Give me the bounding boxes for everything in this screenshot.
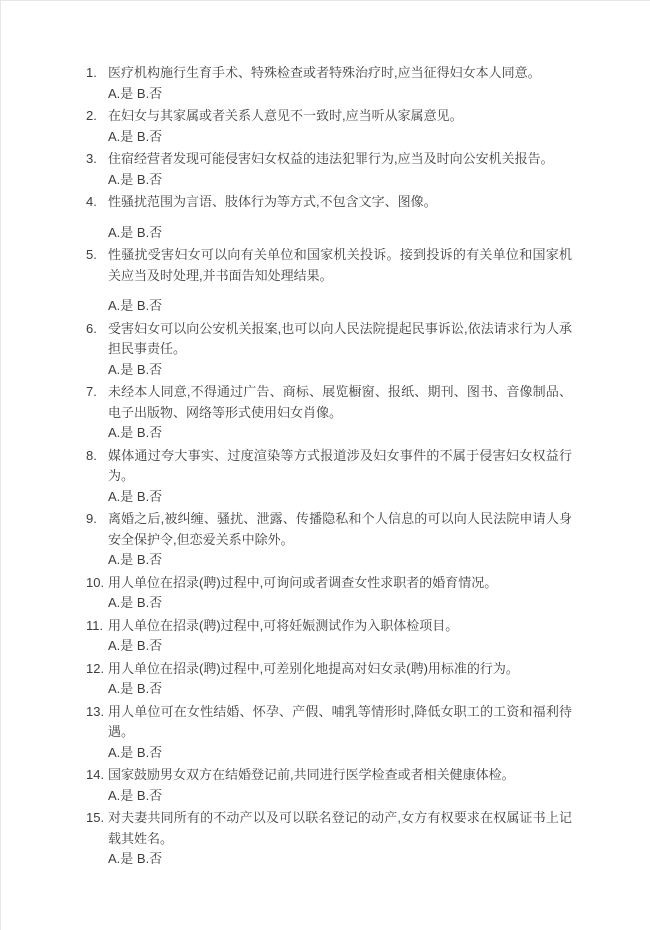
question-options: A.是 B.否: [108, 595, 163, 610]
question-number: 4.: [86, 194, 97, 209]
question-number: 1.: [86, 65, 97, 80]
question-item: [86, 106, 572, 147]
question-item: [86, 382, 572, 444]
question-number: 5.: [86, 247, 97, 262]
question-text: 医疗机构施行生育手术、特殊检查或者特殊治疗时,应当征得妇女本人同意。: [108, 65, 541, 80]
question-body: [108, 573, 572, 614]
question-options: A.是 B.否: [108, 787, 163, 803]
question-list: [86, 63, 572, 870]
question-number: 12.: [86, 660, 105, 676]
question-text: 住宿经营者发现可能侵害妇女权益的违法犯罪行为,应当及时向公安机关报告。: [108, 151, 554, 166]
question-text: 受害妇女可以向公安机关报案,也可以向人民法院提起民事诉讼,依法请求行为人承担民事责任。: [108, 320, 572, 356]
question-text: 性骚扰范围为言语、肢体行为等方式,不包含文字、图像。: [108, 194, 437, 209]
question-number: 2.: [86, 108, 97, 123]
question-options: A.是 B.否: [108, 361, 163, 377]
question-text: 未经本人同意,不得通过广告、商标、展览橱窗、报纸、期刊、图书、音像制品、电子出版物、网络等形式使用妇女肖像。: [108, 384, 572, 420]
question-text: 用人单位在招录(聘)过程中,可询问或者调查女性求职者的婚育情况。: [108, 574, 498, 590]
question-item: [86, 245, 572, 317]
question-text: 国家鼓励男女双方在结婚登记前,共同进行医学检查或者相关健康体检。: [108, 767, 515, 782]
question-options: A.是 B.否: [108, 488, 163, 504]
question-item: [86, 765, 572, 806]
question-options: A.是 B.否: [108, 224, 163, 240]
question-text: 离婚之后,被纠缠、骚扰、泄露、传播隐私和个人信息的可以向人民法院申请人身安全保护令,但恋爱关系中除外。: [108, 511, 572, 547]
question-options: A.是 B.否: [108, 638, 163, 653]
question-number: 13.: [86, 703, 105, 719]
question-text: 用人单位在招录(聘)过程中,可差别化地提高对妇女录(聘)用标准的行为。: [108, 660, 519, 676]
question-body: [108, 149, 572, 190]
question-options: A.是 B.否: [108, 425, 163, 440]
question-body: [108, 446, 572, 508]
question-body: [108, 702, 572, 764]
question-body: [108, 382, 572, 444]
question-body: [108, 616, 572, 657]
question-item: [86, 319, 572, 381]
question-item: [86, 509, 572, 571]
question-options: A.是 B.否: [108, 128, 163, 144]
question-number: 11.: [86, 617, 104, 633]
question-item: [86, 63, 572, 104]
question-item: [86, 702, 572, 764]
question-item: [86, 446, 572, 508]
question-body: [108, 659, 572, 700]
question-number: 8.: [86, 447, 97, 463]
question-number: 7.: [86, 384, 97, 399]
question-body: [108, 808, 572, 870]
question-item: [86, 573, 572, 614]
question-number: 10.: [86, 574, 105, 590]
question-body: [108, 106, 572, 147]
question-text: 用人单位可在女性结婚、怀孕、产假、哺乳等情形时,降低女职工的工资和福利待遇。: [108, 703, 572, 739]
question-text: 用人单位在招录(聘)过程中,可将妊娠测试作为入职体检项目。: [108, 617, 459, 633]
question-item: [86, 659, 572, 700]
question-text: 对夫妻共同所有的不动产以及可以联名登记的动产,女方有权要求在权属证书上记载其姓名。: [108, 810, 572, 846]
question-options: A.是 B.否: [108, 681, 163, 696]
question-body: [108, 319, 572, 381]
question-item: [86, 149, 572, 190]
question-options: A.是 B.否: [108, 851, 163, 866]
question-number: 9.: [86, 511, 97, 526]
question-body: [108, 765, 572, 806]
question-number: 6.: [86, 320, 97, 336]
question-options: A.是 B.否: [108, 85, 163, 101]
question-body: [108, 63, 572, 104]
question-text: 媒体通过夸大事实、过度渲染等方式报道涉及妇女事件的不属于侵害妇女权益行为。: [108, 447, 572, 483]
question-body: [108, 509, 572, 571]
question-item: [86, 192, 572, 243]
question-number: 15.: [86, 810, 105, 825]
question-item: [86, 808, 572, 870]
question-number: 3.: [86, 151, 97, 166]
question-options: A.是 B.否: [108, 298, 163, 313]
question-body: [108, 245, 572, 317]
question-options: A.是 B.否: [108, 552, 163, 567]
question-item: [86, 616, 572, 657]
question-body: [108, 192, 572, 243]
question-text: 在妇女与其家属或者关系人意见不一致时,应当听从家属意见。: [108, 108, 463, 123]
question-options: A.是 B.否: [108, 171, 163, 187]
question-options: A.是 B.否: [108, 744, 163, 760]
question-number: 14.: [86, 767, 105, 782]
question-text: 性骚扰受害妇女可以向有关单位和国家机关投诉。接到投诉的有关单位和国家机关应当及时处理,并书面告知处理结果。: [108, 247, 572, 283]
